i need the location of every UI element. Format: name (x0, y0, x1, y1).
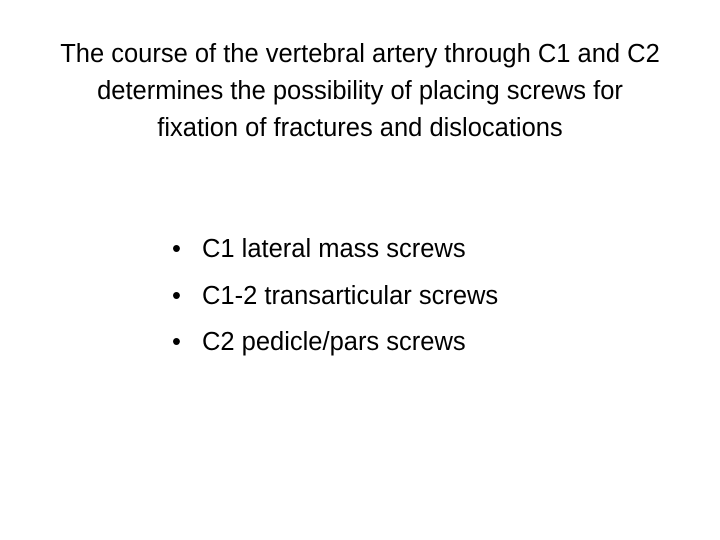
title-line: fixation of fractures and dislocations (157, 114, 563, 142)
title-line: The course of the vertebral artery through C1 and C2 (60, 40, 660, 68)
bullet-item (172, 226, 498, 273)
bullet-list (172, 226, 498, 366)
bullet-item (172, 273, 498, 320)
bullet-text: C1-2 transarticular screws (202, 281, 499, 310)
slide-title (0, 36, 720, 147)
bullet-item (172, 319, 498, 366)
bullet-icon: • (172, 235, 181, 263)
bullet-text: C1 lateral mass screws (202, 235, 466, 263)
title-line: determines the possibility of placing screws for (97, 77, 623, 105)
bullet-icon: • (172, 281, 181, 310)
bullet-text: C2 pedicle/pars screws (202, 328, 466, 356)
bullet-icon: • (172, 328, 181, 356)
